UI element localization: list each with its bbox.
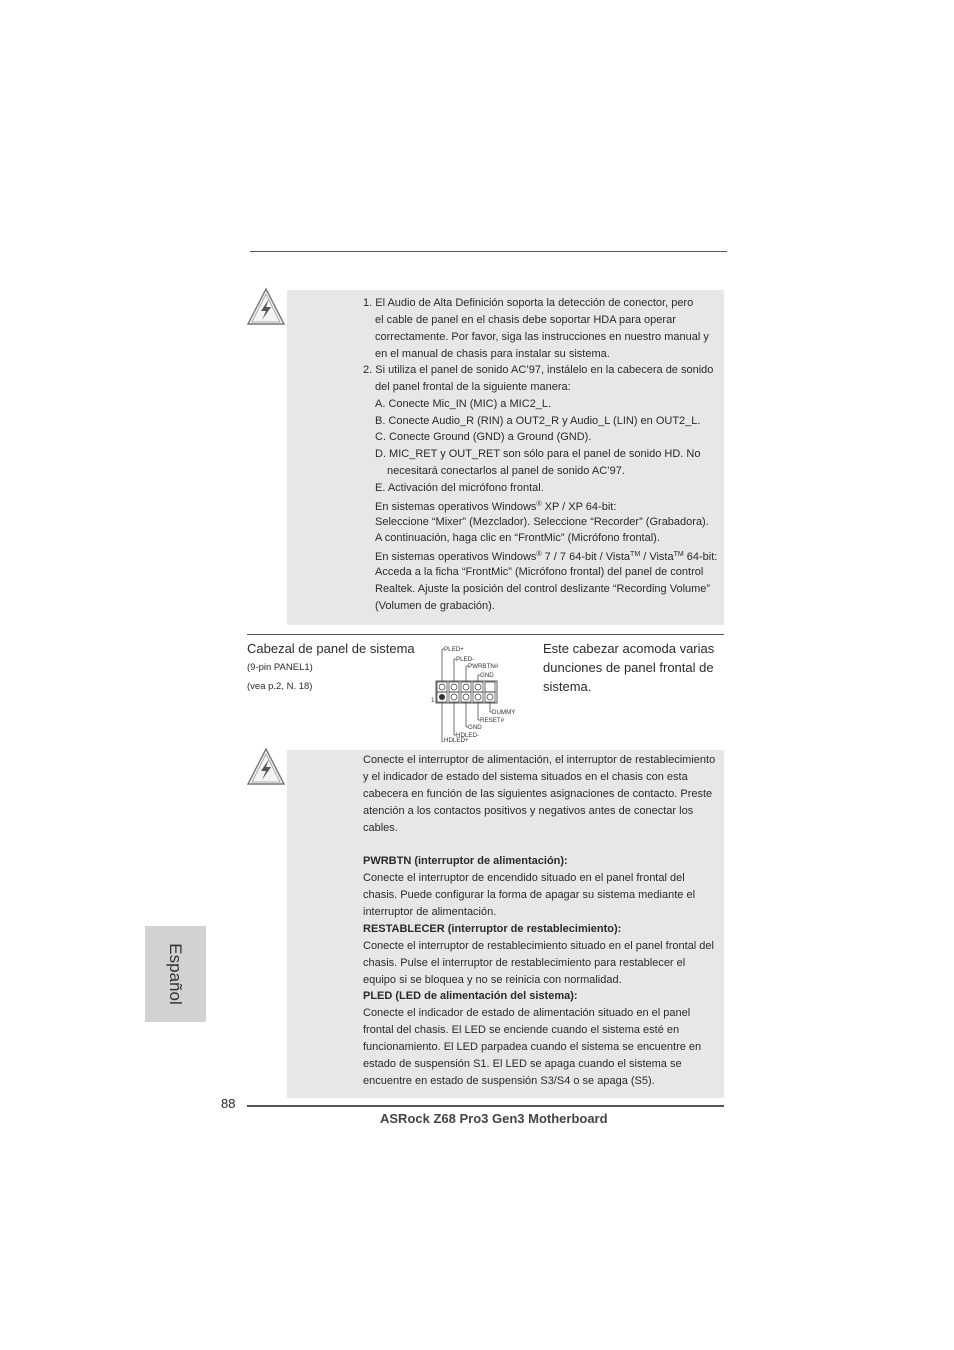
note1-w7-mid: 7 / 7 64-bit / Vista [541,551,631,563]
board-reference: (vea p.2, N. 18) [247,681,313,692]
footer-rule [247,1105,724,1107]
note1-line: A. Conecte Mic_IN (MIC) a MIC2_L. [375,398,552,410]
note1-w7-suffix: 64-bit: [683,551,718,563]
pin-label-dummy: DUMMY [492,709,516,716]
note2-line: atención a los contactos positivos y negativos antes de conectar los [363,805,694,817]
note2-line: funcionamiento. El LED parpadea cuando el sistema se encuentre en [363,1041,702,1053]
registered-mark: ® [536,501,542,508]
note1-line: en el manual de chasis para instalar su sistema. [375,348,610,360]
note2-line: encuentre en estado de suspensión S3/S4 o se apaga (S5). [363,1075,655,1087]
note1-line: Acceda a la ficha “FrontMic” (Micrófono frontal) del panel de control [375,566,704,578]
note2-line: frontal del chasis. El LED se enciende cuando el sistema esté en [363,1024,680,1036]
note2-line: chasis. Pulse el interruptor de restablecimiento para restablecer el [363,957,686,969]
section-rule [247,634,724,635]
note2-line: Conecte el indicador de estado de alimentación situado en el panel [363,1007,691,1019]
note2-heading-pled: PLED (LED de alimentación del sistema): [363,990,578,1002]
product-name: ASRock Z68 Pro3 Gen3 Motherboard [380,1111,608,1126]
note2-line: cabecera en función de las siguientes asignaciones de contacto. Preste [363,788,713,800]
note2-line: equipo si se bloquea y no se reinicia con normalidad. [363,974,622,986]
note1-line: 2. Si utiliza el panel de sonido AC’97, instálelo en la cabecera de sonido [363,364,714,376]
note1-w7-mid2: / Vista [640,551,674,563]
note2-heading-reset: RESTABLECER (interruptor de restablecimiento): [363,923,622,935]
note2-line: interruptor de alimentación. [363,906,497,918]
note2-line: chasis. Puede configurar la forma de apagar su sistema mediante el [363,889,696,901]
section-title: Cabezal de panel de sistema [247,641,415,656]
note2-heading-pwrbtn: PWRBTN (interruptor de alimentación): [363,855,568,867]
pin-label-reset: RESET# [480,717,505,724]
note1-line: D. MIC_RET y OUT_RET son sólo para el panel de sonido HD. No [375,448,701,460]
pin-label-hdled-plus: HDLED+ [444,737,469,742]
section-desc-line: dunciones de panel frontal de [543,660,714,675]
note2-line: y el indicador de estado del sistema situados en el chasis con esta [363,771,688,783]
page-number: 88 [221,1096,236,1111]
panel-header-diagram [430,644,520,742]
language-label: Español [166,943,185,1005]
section-desc-line: Este cabezar acomoda varias [543,641,715,656]
pin-spec: (9-pin PANEL1) [247,662,313,673]
note2-line: cables. [363,822,398,834]
note1-w7-prefix: En sistemas operativos Windows [375,551,537,563]
pin-label-pwrbtn: PWRBTN# [468,663,499,670]
pin-one-marker: 1 [431,697,435,704]
language-tab [145,926,206,1022]
pin-label-pled-plus: PLED+ [444,646,464,653]
note1-xp-prefix: En sistemas operativos Windows [375,501,537,513]
note1-line: del panel frontal de la siguiente manera: [375,381,571,393]
note1-line: (Volumen de grabación). [375,600,495,612]
top-rule [250,251,727,252]
note2-line: Conecte el interruptor de encendido situado en el panel frontal del [363,872,685,884]
pin-label-gnd-bottom: GND [468,724,482,731]
note1-line: C. Conecte Ground (GND) a Ground (GND). [375,431,592,443]
note1-line: Realtek. Ajuste la posición del control deslizante “Recording Volume” [375,583,711,595]
note1-line: correctamente. Por favor, siga las instrucciones en nuestro manual y [375,331,709,343]
note1-line: necesitará conectarlos al panel de sonido AC’97. [387,465,625,477]
pin-label-pled-minus: PLED- [456,656,475,663]
note1-xp-suffix: XP / XP 64-bit: [541,501,617,513]
pin-label-hdled-minus: HDLED- [456,732,480,739]
note2-line: Conecte el interruptor de restablecimiento situado en el panel frontal del [363,940,714,952]
note1-line: 1. El Audio de Alta Definición soporta la detección de conector, pero [363,297,694,309]
registered-mark: ® [536,551,542,558]
section-desc-line: sistema. [543,679,592,694]
note1-line: E. Activación del micrófono frontal. [375,482,544,494]
warning-icon [246,747,286,787]
note1-w7-line [375,547,717,566]
note1-line: B. Conecte Audio_R (RIN) a OUT2_R y Audio_L (LIN) en OUT2_L. [375,415,701,427]
note1-line: el cable de panel en el chasis debe soportar HDA para operar [375,314,676,326]
trademark-mark: TM [673,551,684,558]
pin-label-gnd-top: GND [480,672,494,679]
note1-line: Seleccione “Mixer” (Mezclador). Seleccione “Recorder” (Grabadora). [375,516,709,528]
warning-icon [246,287,286,327]
note2-line: Conecte el interruptor de alimentación, el interruptor de restablecimiento [363,754,716,766]
note1-xp-line [375,497,616,516]
trademark-mark: TM [630,551,641,558]
note1-line: A continuación, haga clic en “FrontMic” (Micrófono frontal). [375,532,660,544]
note2-line: estado de suspensión S1. El LED se apaga cuando el sistema se [363,1058,682,1070]
